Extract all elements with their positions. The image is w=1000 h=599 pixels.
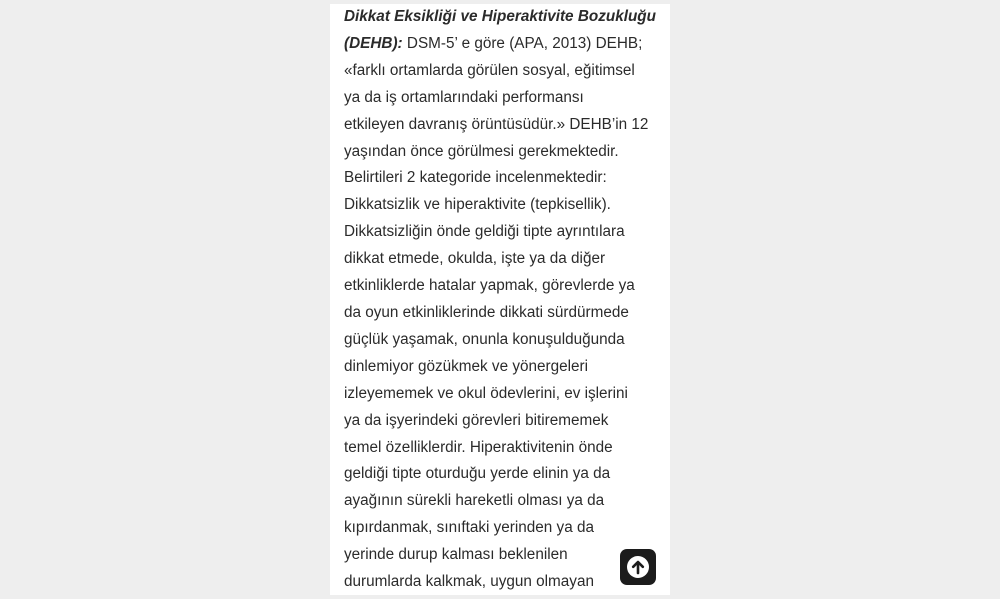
article-page: [330, 4, 670, 595]
article-term-abbr: (DEHB):: [344, 34, 403, 52]
article-text-line: yaşından önce görülmesi gerekmektedir.: [344, 142, 619, 160]
article-text-line: da oyun etkinliklerinde dikkati sürdürmede: [344, 303, 629, 321]
article-text-line: kıpırdanmak, sınıftaki yerinden ya da: [344, 519, 594, 537]
article-line-2: [344, 31, 668, 58]
arrow-up-circle-icon: [626, 555, 650, 579]
article-text: DSM-5’ e göre (APA, 2013) DEHB;: [402, 34, 643, 52]
article-line-1: [344, 4, 668, 31]
article-body: [344, 4, 668, 595]
article-text-line: izleyememek ve okul ödevlerini, ev işlerini: [344, 384, 628, 402]
article-text-line: geldiği tipte oturduğu yerde elinin ya da: [344, 465, 611, 483]
article-text-line: dikkat etmede, okulda, işte ya da diğer: [344, 250, 606, 268]
article-text-line: ayağının sürekli hareketli olması ya da: [344, 492, 605, 510]
article-text-line: Dikkatsizliğin önde geldiği tipte ayrıntılara: [344, 223, 625, 241]
article-text-line: Dikkatsizlik ve hiperaktivite (tepkisellik).: [344, 196, 611, 214]
article-text-line: ya da işyerindeki görevleri bitirememek: [344, 411, 609, 429]
article-text-line: «farklı ortamlarda görülen sosyal, eğitimsel: [344, 61, 635, 79]
article-text-line: durumlarda kalkmak, uygun olmayan: [344, 573, 594, 591]
article-text-line: etkileyen davranış örüntüsüdür.» DEHB’in 12: [344, 115, 649, 133]
article-text-line: etkinliklerde hatalar yapmak, görevlerde ya: [344, 277, 635, 295]
article-text-line: ya da iş ortamlarındaki performansı: [344, 88, 584, 106]
article-term: Dikkat Eksikliği ve Hiperaktivite Bozukluğu: [344, 8, 656, 25]
article-text-line: Belirtileri 2 kategoride incelenmektedir:: [344, 169, 607, 187]
article-text-line: dinlemiyor gözükmek ve yönergeleri: [344, 357, 589, 375]
scroll-to-top-button[interactable]: [620, 549, 656, 585]
article-text-line: yerinde durup kalması beklenilen: [344, 546, 568, 564]
article-text-line: güçlük yaşamak, onunla konuşulduğunda: [344, 330, 625, 348]
article-text-line: temel özelliklerdir. Hiperaktivitenin önde: [344, 438, 613, 456]
